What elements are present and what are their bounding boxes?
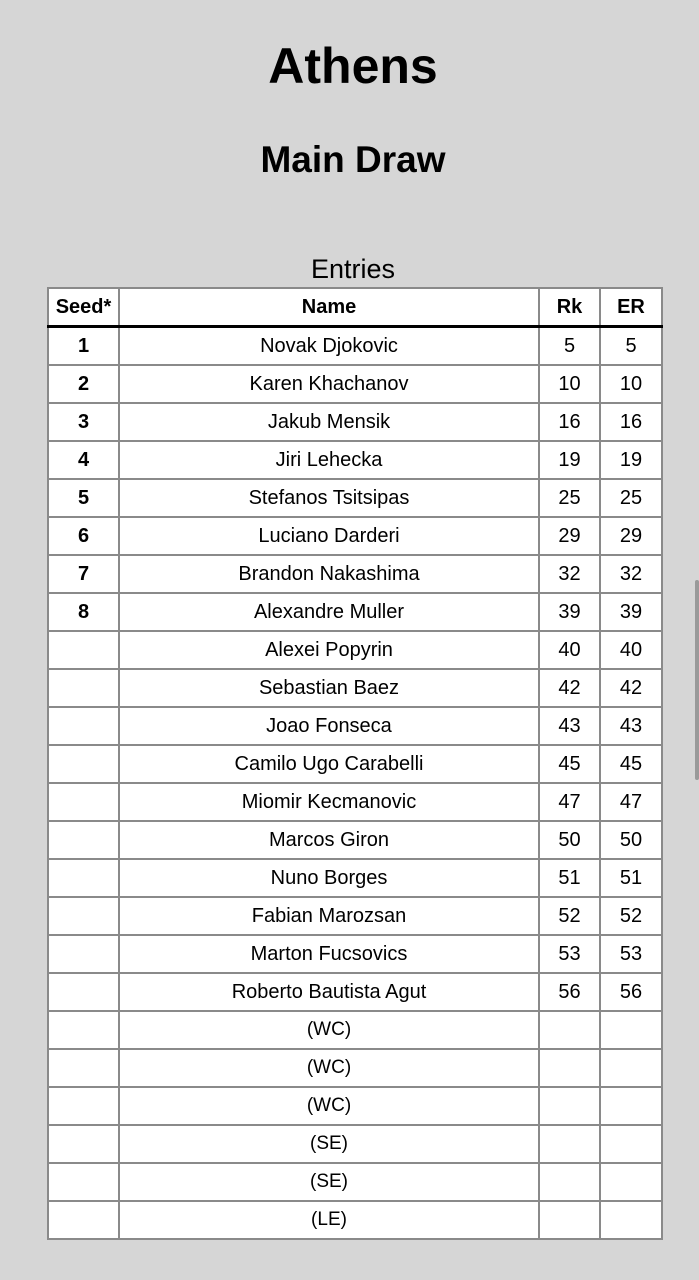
entry-rank-cell: 40 xyxy=(600,631,662,669)
seed-cell: 3 xyxy=(48,403,119,441)
scrollbar-thumb[interactable] xyxy=(695,580,699,780)
player-name-cell: Alexandre Muller xyxy=(119,593,539,631)
table-row xyxy=(48,403,662,441)
seed-cell xyxy=(48,897,119,935)
table-row xyxy=(48,1087,662,1125)
player-name-cell: Joao Fonseca xyxy=(119,707,539,745)
entry-rank-cell: 10 xyxy=(600,365,662,403)
table-row xyxy=(48,897,662,935)
rank-cell: 50 xyxy=(539,821,600,859)
rank-cell xyxy=(539,1163,600,1201)
player-name-cell: (WC) xyxy=(119,1049,539,1087)
table-row xyxy=(48,1049,662,1087)
rank-cell: 47 xyxy=(539,783,600,821)
player-name-cell: Nuno Borges xyxy=(119,859,539,897)
seed-cell xyxy=(48,745,119,783)
table-row xyxy=(48,745,662,783)
entry-rank-cell: 25 xyxy=(600,479,662,517)
entry-rank-cell: 56 xyxy=(600,973,662,1011)
seed-cell: 7 xyxy=(48,555,119,593)
table-row xyxy=(48,479,662,517)
seed-cell xyxy=(48,973,119,1011)
entry-rank-cell xyxy=(600,1049,662,1087)
rank-cell: 19 xyxy=(539,441,600,479)
player-name-cell: Roberto Bautista Agut xyxy=(119,973,539,1011)
rank-cell: 25 xyxy=(539,479,600,517)
table-row xyxy=(48,631,662,669)
table-header-row xyxy=(48,288,662,327)
entries-table xyxy=(47,287,663,1240)
entry-rank-cell: 45 xyxy=(600,745,662,783)
rank-cell: 45 xyxy=(539,745,600,783)
entry-rank-cell xyxy=(600,1125,662,1163)
entry-rank-cell: 29 xyxy=(600,517,662,555)
player-name-cell: (LE) xyxy=(119,1201,539,1239)
rank-cell: 39 xyxy=(539,593,600,631)
rank-cell: 29 xyxy=(539,517,600,555)
rank-cell: 10 xyxy=(539,365,600,403)
rank-cell: 42 xyxy=(539,669,600,707)
table-row xyxy=(48,555,662,593)
entry-rank-cell: 47 xyxy=(600,783,662,821)
seed-cell xyxy=(48,1087,119,1125)
rank-cell: 51 xyxy=(539,859,600,897)
player-name-cell: Marcos Giron xyxy=(119,821,539,859)
seed-cell xyxy=(48,1125,119,1163)
seed-cell xyxy=(48,1201,119,1239)
entry-rank-cell: 5 xyxy=(600,327,662,366)
table-row xyxy=(48,707,662,745)
entry-rank-cell xyxy=(600,1087,662,1125)
player-name-cell: Brandon Nakashima xyxy=(119,555,539,593)
column-header-name: Name xyxy=(119,288,539,327)
entry-rank-cell xyxy=(600,1163,662,1201)
rank-cell: 53 xyxy=(539,935,600,973)
table-row xyxy=(48,1163,662,1201)
rank-cell: 52 xyxy=(539,897,600,935)
rank-cell: 43 xyxy=(539,707,600,745)
seed-cell xyxy=(48,859,119,897)
table-row xyxy=(48,327,662,366)
player-name-cell: Stefanos Tsitsipas xyxy=(119,479,539,517)
seed-cell xyxy=(48,1163,119,1201)
table-row xyxy=(48,783,662,821)
table-row xyxy=(48,593,662,631)
seed-cell: 2 xyxy=(48,365,119,403)
table-row xyxy=(48,1201,662,1239)
table-caption: Entries xyxy=(310,254,396,284)
seed-cell xyxy=(48,783,119,821)
entry-rank-cell: 53 xyxy=(600,935,662,973)
seed-cell xyxy=(48,631,119,669)
rank-cell xyxy=(539,1125,600,1163)
player-name-cell: (WC) xyxy=(119,1087,539,1125)
table-row xyxy=(48,365,662,403)
table-row xyxy=(48,935,662,973)
seed-cell: 4 xyxy=(48,441,119,479)
rank-cell: 16 xyxy=(539,403,600,441)
player-name-cell: Novak Djokovic xyxy=(119,327,539,366)
table-row xyxy=(48,441,662,479)
table-row xyxy=(48,821,662,859)
player-name-cell: Jiri Lehecka xyxy=(119,441,539,479)
entry-rank-cell xyxy=(600,1011,662,1049)
seed-cell xyxy=(48,669,119,707)
table-row xyxy=(48,517,662,555)
table-row xyxy=(48,669,662,707)
seed-cell xyxy=(48,821,119,859)
entry-rank-cell xyxy=(600,1201,662,1239)
seed-cell: 8 xyxy=(48,593,119,631)
entry-rank-cell: 42 xyxy=(600,669,662,707)
table-row xyxy=(48,1125,662,1163)
rank-cell: 5 xyxy=(539,327,600,366)
player-name-cell: Alexei Popyrin xyxy=(119,631,539,669)
player-name-cell: Fabian Marozsan xyxy=(119,897,539,935)
rank-cell xyxy=(539,1049,600,1087)
entry-rank-cell: 19 xyxy=(600,441,662,479)
seed-cell xyxy=(48,1011,119,1049)
rank-cell xyxy=(539,1201,600,1239)
page-subtitle: Main Draw xyxy=(260,139,446,180)
seed-cell: 1 xyxy=(48,327,119,366)
seed-cell xyxy=(48,1049,119,1087)
entry-rank-cell: 32 xyxy=(600,555,662,593)
entry-rank-cell: 50 xyxy=(600,821,662,859)
rank-cell xyxy=(539,1087,600,1125)
rank-cell xyxy=(539,1011,600,1049)
player-name-cell: Miomir Kecmanovic xyxy=(119,783,539,821)
column-header-rank: Rk xyxy=(539,288,600,327)
player-name-cell: (SE) xyxy=(119,1163,539,1201)
player-name-cell: Camilo Ugo Carabelli xyxy=(119,745,539,783)
column-header-entry-rank: ER xyxy=(600,288,662,327)
entry-rank-cell: 51 xyxy=(600,859,662,897)
page-title: Athens xyxy=(268,38,438,94)
entries-table-body xyxy=(48,327,662,1240)
table-row xyxy=(48,859,662,897)
table-row xyxy=(48,1011,662,1049)
player-name-cell: Karen Khachanov xyxy=(119,365,539,403)
rank-cell: 56 xyxy=(539,973,600,1011)
seed-cell: 6 xyxy=(48,517,119,555)
seed-cell: 5 xyxy=(48,479,119,517)
entry-rank-cell: 16 xyxy=(600,403,662,441)
player-name-cell: Luciano Darderi xyxy=(119,517,539,555)
entry-rank-cell: 52 xyxy=(600,897,662,935)
column-header-seed: Seed* xyxy=(48,288,119,327)
entry-rank-cell: 39 xyxy=(600,593,662,631)
rank-cell: 32 xyxy=(539,555,600,593)
seed-cell xyxy=(48,935,119,973)
entry-rank-cell: 43 xyxy=(600,707,662,745)
player-name-cell: (WC) xyxy=(119,1011,539,1049)
player-name-cell: (SE) xyxy=(119,1125,539,1163)
table-row xyxy=(48,973,662,1011)
player-name-cell: Marton Fucsovics xyxy=(119,935,539,973)
player-name-cell: Jakub Mensik xyxy=(119,403,539,441)
seed-cell xyxy=(48,707,119,745)
player-name-cell: Sebastian Baez xyxy=(119,669,539,707)
rank-cell: 40 xyxy=(539,631,600,669)
